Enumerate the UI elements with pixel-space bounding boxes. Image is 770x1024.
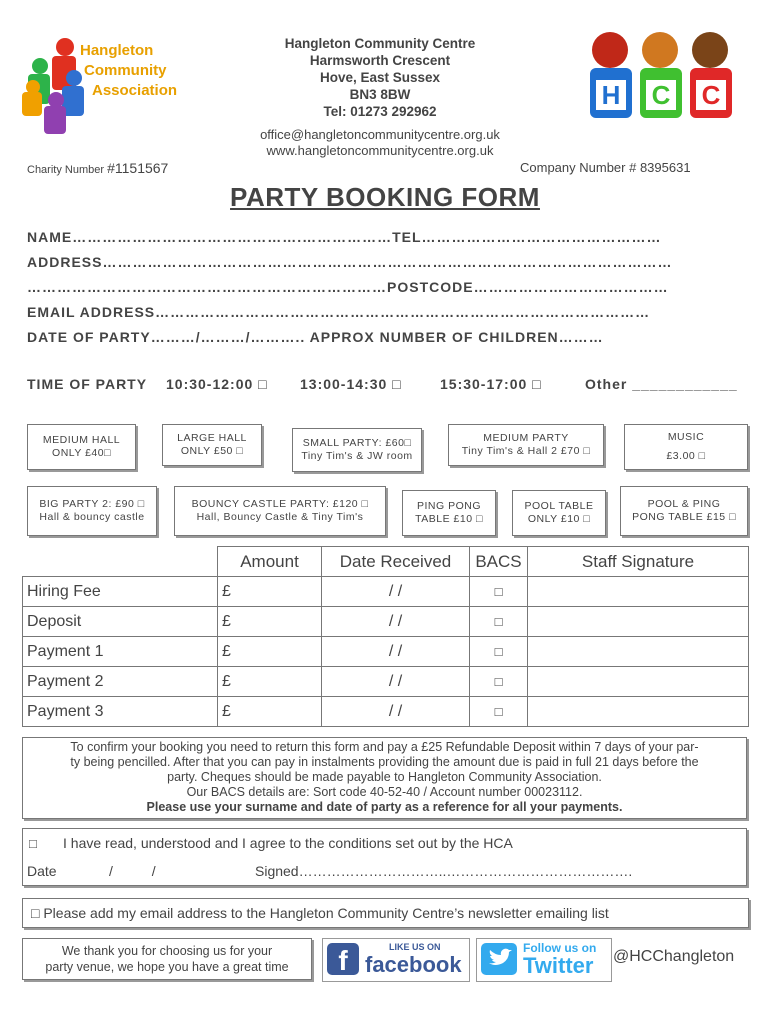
notice-line: Our BACS details are: Sort code 40-52-40 / Account number 00023112. xyxy=(186,785,583,799)
bacs-checkbox[interactable]: □ xyxy=(470,607,528,637)
option-line: MEDIUM PARTY xyxy=(483,432,569,444)
bacs-checkbox[interactable]: □ xyxy=(470,697,528,727)
header-amount: Amount xyxy=(218,547,322,577)
option-line: LARGE HALL xyxy=(177,432,247,444)
twitter-big: Twitter xyxy=(523,953,594,978)
facebook-small: LIKE US ON xyxy=(389,942,441,952)
signature-cell[interactable] xyxy=(528,577,749,607)
postcode-field[interactable]: ………………………………………………………………POSTCODE………………………………… xyxy=(27,279,669,295)
notice-line-bold: Please use your surname and date of party as a reference for all your payments. xyxy=(146,800,623,814)
twitter-button[interactable] xyxy=(476,938,612,982)
page-title: PARTY BOOKING FORM xyxy=(230,182,540,212)
option-medium-party[interactable] xyxy=(448,424,604,466)
date-children-field[interactable]: DATE OF PARTY………/………/……….. APPROX NUMBER OF CHILDREN……… xyxy=(27,329,604,345)
contact-info xyxy=(200,127,560,159)
table-row xyxy=(23,697,749,727)
time-option-3[interactable]: 15:30-17:00 □ xyxy=(440,376,542,392)
time-other[interactable]: Other ____________ xyxy=(585,376,738,392)
charity-label: Charity Number xyxy=(27,164,105,176)
option-line: MUSIC xyxy=(667,431,705,443)
facebook-button[interactable] xyxy=(322,938,470,982)
signature-cell[interactable] xyxy=(528,697,749,727)
hca-logo xyxy=(22,30,202,135)
company-number: Company Number # 8395631 xyxy=(520,160,691,175)
signed-field[interactable]: Signed…………………………..…………………………………. xyxy=(255,863,633,879)
row-label: Payment 2 xyxy=(23,667,218,697)
svg-text:C: C xyxy=(701,80,721,110)
option-large-hall[interactable] xyxy=(162,424,262,466)
date-cell[interactable]: / / xyxy=(322,577,470,607)
logo-line-2: Community xyxy=(84,62,167,79)
charity-value: #1151567 xyxy=(107,160,169,176)
row-label: Payment 3 xyxy=(23,697,218,727)
row-label: Hiring Fee xyxy=(23,577,218,607)
header-staff-signature: Staff Signature xyxy=(528,547,749,577)
time-option-2[interactable]: 13:00-14:30 □ xyxy=(300,376,402,392)
address-line: BN3 8BW xyxy=(349,87,411,102)
option-line: Hall, Bouncy Castle & Tiny Tim's xyxy=(196,511,364,523)
facebook-big: facebook xyxy=(365,952,462,977)
agree-text: I have read, understood and I agree to the conditions set out by the HCA xyxy=(63,835,513,851)
header-bacs: BACS xyxy=(470,547,528,577)
agreement-box xyxy=(22,828,747,886)
address-field[interactable]: ADDRESS…………………………………………………………………………………………………… xyxy=(27,254,673,270)
logo-line-3: Association xyxy=(92,82,178,99)
table-row xyxy=(23,577,749,607)
thanks-line: party venue, we hope you have a great time xyxy=(45,960,289,974)
option-line: ONLY £10 □ xyxy=(527,513,591,525)
option-line: POOL & PING xyxy=(647,498,721,510)
option-small-party[interactable] xyxy=(292,428,422,472)
table-row xyxy=(23,667,749,697)
bacs-checkbox[interactable]: □ xyxy=(470,637,528,667)
option-line: BIG PARTY 2: £90 □ xyxy=(39,498,145,510)
date-slashes[interactable]: / / xyxy=(109,863,156,879)
table-corner xyxy=(23,547,218,577)
date-cell[interactable]: / / xyxy=(322,697,470,727)
option-bouncy-castle[interactable] xyxy=(174,486,386,536)
notice-line: ty being pencilled. After that you can pay in instalments providing the amount due is paid in full 21 days before the xyxy=(70,755,699,769)
signature-cell[interactable] xyxy=(528,607,749,637)
twitter-bird-icon xyxy=(481,943,517,975)
address-line: Tel: 01273 292962 xyxy=(323,104,437,119)
amount-cell[interactable]: £ xyxy=(218,607,322,637)
agree-checkbox[interactable]: □ xyxy=(29,836,37,851)
row-label: Deposit xyxy=(23,607,218,637)
website-link[interactable]: www.hangletoncommunitycentre.org.uk xyxy=(266,143,494,158)
booking-notice xyxy=(22,737,747,819)
option-line: PING PONG xyxy=(416,500,481,512)
option-line: Hall & bouncy castle xyxy=(39,511,145,523)
address-line: Harmsworth Crescent xyxy=(309,53,451,68)
option-music[interactable] xyxy=(624,424,748,470)
option-line: ONLY £40□ xyxy=(52,447,111,459)
amount-cell[interactable]: £ xyxy=(218,637,322,667)
date-cell[interactable]: / / xyxy=(322,637,470,667)
date-label: Date xyxy=(27,863,57,879)
svg-text:C: C xyxy=(651,80,671,110)
charity-number xyxy=(27,160,168,176)
option-ping-pong[interactable] xyxy=(402,490,496,536)
option-line: Tiny Tim's & Hall 2 £70 □ xyxy=(461,445,591,457)
option-line: PONG TABLE £15 □ xyxy=(632,511,736,523)
row-label: Payment 1 xyxy=(23,637,218,667)
time-option-1[interactable]: 10:30-12:00 □ xyxy=(166,376,268,392)
newsletter-optin[interactable]: □ Please add my email address to the Hangleton Community Centre’s newsletter emailing list xyxy=(22,898,749,928)
option-line: ONLY £50 □ xyxy=(180,445,244,457)
facebook-icon: f xyxy=(327,943,359,975)
amount-cell[interactable]: £ xyxy=(218,697,322,727)
header-date-received: Date Received xyxy=(322,547,470,577)
thanks-line: We thank you for choosing us for your xyxy=(61,944,273,958)
option-medium-hall[interactable] xyxy=(27,424,136,470)
table-row xyxy=(23,637,749,667)
option-pool-ping-pong[interactable] xyxy=(620,486,748,536)
thank-you-note xyxy=(22,938,312,980)
email-link[interactable]: office@hangletoncommunitycentre.org.uk xyxy=(260,127,500,142)
centre-address xyxy=(230,35,530,120)
address-line: Hangleton Community Centre xyxy=(284,36,476,51)
notice-line: To confirm your booking you need to return this form and pay a £25 Refundable Deposit within 7 days of your par- xyxy=(70,740,699,754)
option-line: Tiny Tim's & JW room xyxy=(301,450,413,462)
hcc-logo xyxy=(586,28,736,120)
logo-line-1: Hangleton xyxy=(80,42,154,59)
table-row xyxy=(23,607,749,637)
option-line: POOL TABLE xyxy=(524,500,594,512)
date-cell[interactable]: / / xyxy=(322,607,470,637)
signature-cell[interactable] xyxy=(528,637,749,667)
option-line: MEDIUM HALL xyxy=(42,434,121,446)
bacs-checkbox[interactable]: □ xyxy=(470,667,528,697)
notice-line: party. Cheques should be made payable to Hangleton Community Association. xyxy=(167,770,602,784)
twitter-small: Follow us on xyxy=(523,941,597,955)
time-label: TIME OF PARTY xyxy=(27,376,148,392)
option-line: £3.00 □ xyxy=(666,450,706,462)
option-big-party[interactable] xyxy=(27,486,157,536)
payments-table xyxy=(22,546,749,727)
option-pool-table[interactable] xyxy=(512,490,606,536)
amount-cell[interactable]: £ xyxy=(218,577,322,607)
option-line: SMALL PARTY: £60□ xyxy=(302,437,412,449)
signature-cell[interactable] xyxy=(528,667,749,697)
option-line: TABLE £10 □ xyxy=(415,513,483,525)
address-line: Hove, East Sussex xyxy=(319,70,441,85)
name-tel-field[interactable]: NAME……………………………………….………………TEL………………………………………… xyxy=(27,229,662,245)
bacs-checkbox[interactable]: □ xyxy=(470,577,528,607)
table-header-row xyxy=(23,547,749,577)
option-line: BOUNCY CASTLE PARTY: £120 □ xyxy=(191,498,369,510)
svg-text:H: H xyxy=(601,80,621,110)
email-field[interactable]: EMAIL ADDRESS……………………………………………………………………………………… xyxy=(27,304,651,320)
date-cell[interactable]: / / xyxy=(322,667,470,697)
twitter-handle[interactable]: @HCChangleton xyxy=(613,948,735,965)
amount-cell[interactable]: £ xyxy=(218,667,322,697)
